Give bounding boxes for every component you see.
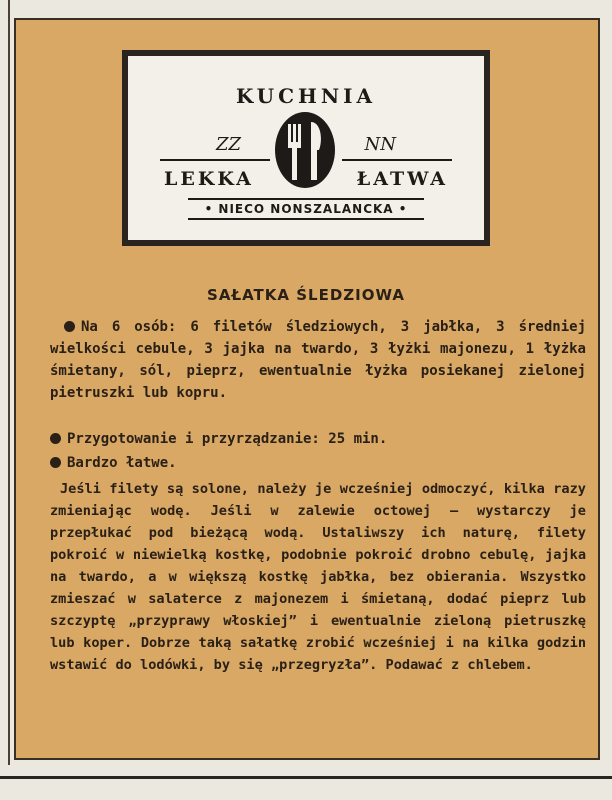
logo-line-left [160, 159, 270, 161]
header-logo-box [122, 50, 490, 246]
header-logo-inner [128, 56, 484, 240]
fork-knife-icon [273, 110, 337, 190]
handwritten-left: ZZ [216, 134, 242, 155]
difficulty-text: Bardzo łatwe. [67, 455, 177, 471]
ingredients-text: Na 6 osób: 6 filetów śledziowych, 3 jabłka, 3 średniej wielkości cebule, 3 jajka na twardo, 3 łyżki majonezu, 1 łyżka śmietany, sól, pieprz, ewentualnie łyżka posiekanej zielonej pietruszki lub kopru. [50, 319, 586, 401]
preparation-line [50, 428, 586, 450]
bottom-rule [0, 776, 612, 779]
handwritten-right: NN [364, 134, 396, 155]
recipe-title: SAŁATKA ŚLEDZIOWA [207, 286, 405, 304]
brand-right: ŁATWA [356, 168, 448, 190]
preparation-text: Przygotowanie i przyrządzanie: 25 min. [67, 431, 388, 447]
left-rule [8, 0, 10, 765]
difficulty-line [50, 452, 586, 474]
ingredients-paragraph [50, 316, 586, 404]
brand-subtitle: • NIECO NONSZALANCKA • [188, 198, 424, 220]
bullet-icon [50, 433, 61, 444]
bullet-icon [64, 321, 75, 332]
brand-top: KUCHNIA [235, 84, 377, 108]
bullet-icon [50, 457, 61, 468]
logo-line-right [342, 159, 452, 161]
method-paragraph: Jeśli filety są solone, należy je wcześniej odmoczyć, kilka razy zmieniając wodę. Jeśli w zalewie octowej — wystarczy je przepłukać pod bieżącą wodą. Ustaliwszy ich naturę, filety pokroić w niewielką kostkę, podobnie pokroić drobno cebulę, jajka na twardo, a w większą kostkę jabłka, bez obierania. Wszystko zmieszać w salaterce z majonezem i śmietaną, dodać pieprz lub szczyptę „przyprawy włoskiej” i ewentualnie zieloną pietruszkę lub koper. Dobrze taką sałatkę zrobić wcześniej i na kilka godzin wstawić do lodówki, by się „przegryzła”. Podawać z chlebem. [50, 481, 586, 673]
brand-left: LEKKA [164, 168, 254, 190]
